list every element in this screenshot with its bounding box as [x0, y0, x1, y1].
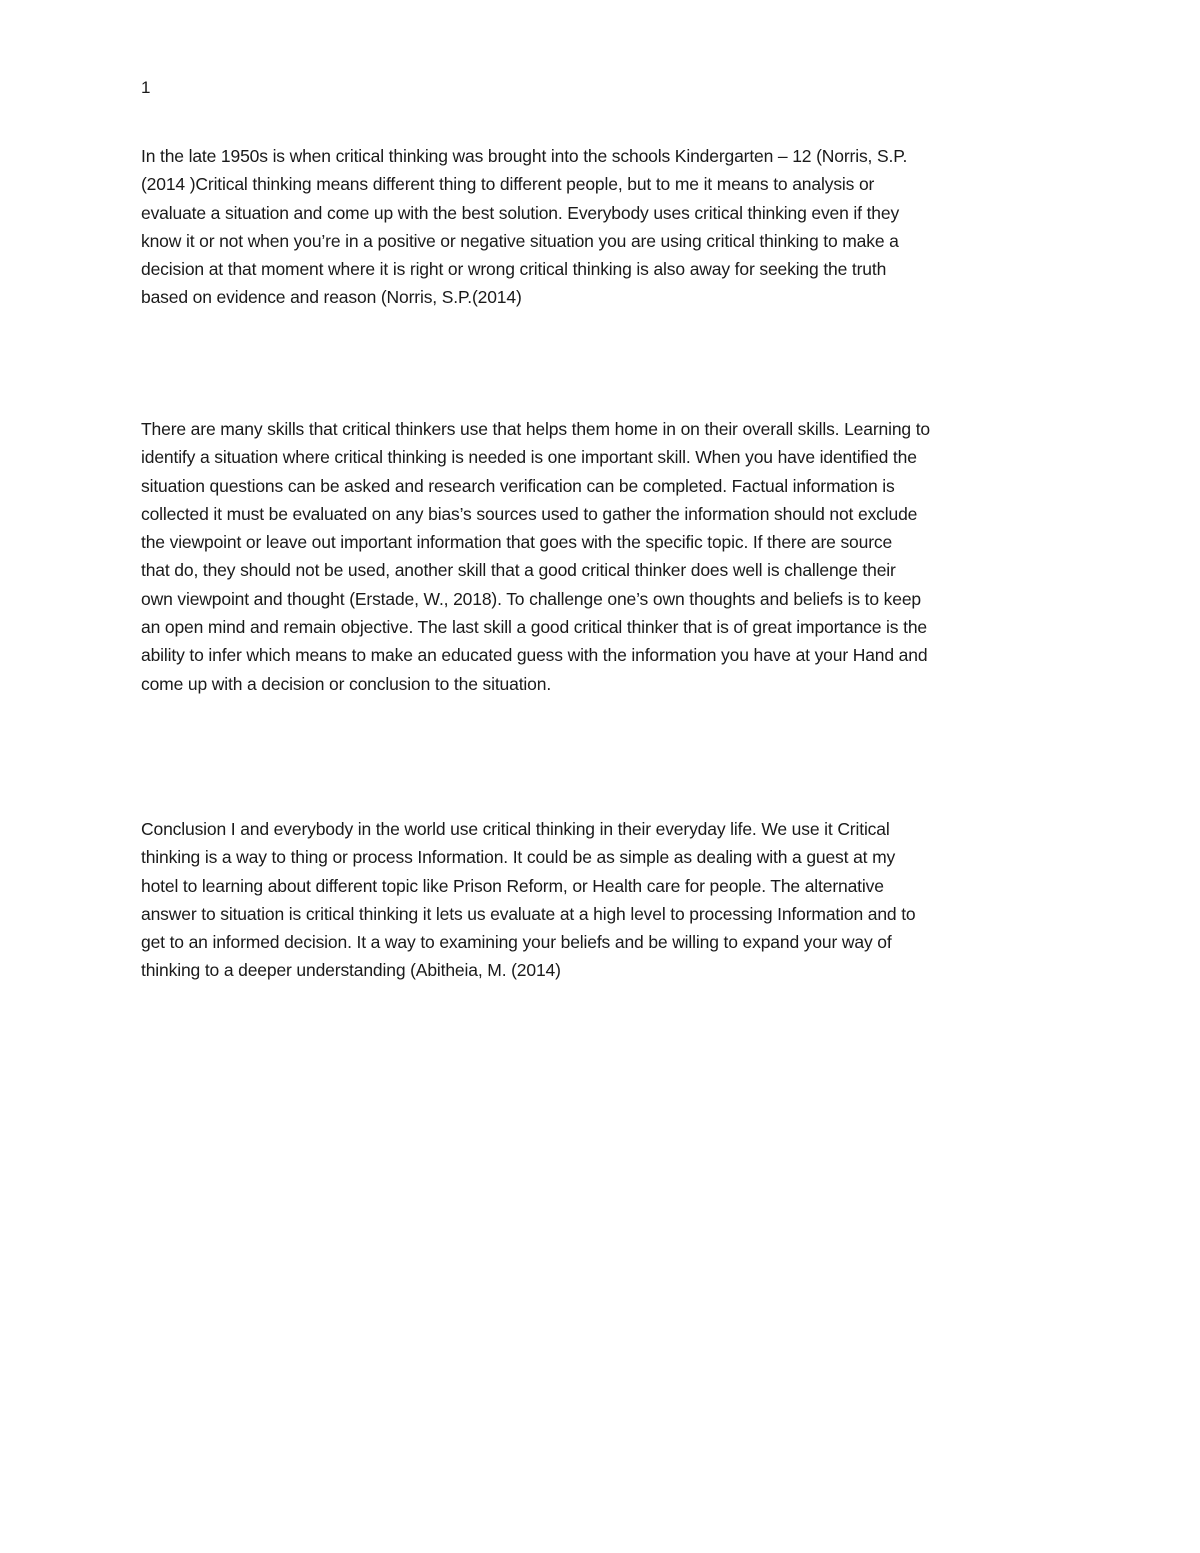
paragraph-line: an open mind and remain objective. The last skill a good critical thinker that is of great importance is the: [141, 617, 927, 638]
paragraph-skills: [141, 415, 1061, 698]
paragraph-line: collected it must be evaluated on any bias’s sources used to gather the information should not exclude: [141, 503, 918, 524]
paragraph-line: get to an informed decision. It a way to examining your beliefs and be willing to expand your way of: [141, 932, 892, 953]
paragraph-introduction: [141, 142, 1061, 312]
paragraph-line: know it or not when you’re in a positive or negative situation you are using critical thinking to make a: [141, 230, 899, 251]
paragraph-line: decision at that moment where it is right or wrong critical thinking is also away for seeking the truth: [141, 259, 887, 280]
paragraph-line: Conclusion I and everybody in the world use critical thinking in their everyday life. We use it Critical: [141, 819, 890, 839]
paragraph-line: (2014 )Critical thinking means different thing to different people, but to me it means to analysis or: [141, 174, 875, 195]
paragraph-conclusion: [141, 815, 1061, 985]
paragraph-line: situation questions can be asked and research verification can be completed. Factual information is: [141, 475, 895, 496]
paragraph-line: come up with a decision or conclusion to the situation.: [141, 673, 552, 694]
page-number: 1: [141, 78, 151, 97]
paragraph-line: that do, they should not be used, another skill that a good critical thinker does well is challenge their: [141, 560, 896, 581]
paragraph-line: the viewpoint or leave out important information that goes with the specific topic. If there are source: [141, 532, 893, 553]
paragraph-line: There are many skills that critical thinkers use that helps them home in on their overall skills. Learning to: [141, 419, 931, 439]
paragraph-line: ability to infer which means to make an educated guess with the information you have at your Hand and: [141, 645, 928, 666]
paragraph-line: hotel to learning about different topic like Prison Reform, or Health care for people. The alternative: [141, 875, 884, 896]
paragraph-line: identify a situation where critical thinking is needed is one important skill. When you have identified the: [141, 447, 917, 468]
paragraph-line: thinking to a deeper understanding (Abitheia, M. (2014): [141, 960, 561, 981]
paragraph-line: thinking is a way to thing or process Information. It could be as simple as dealing with a guest at my: [141, 847, 896, 868]
paragraph-line: evaluate a situation and come up with the best solution. Everybody uses critical thinking even if they: [141, 202, 900, 223]
paragraph-line: own viewpoint and thought (Erstade, W., 2018). To challenge one’s own thoughts and beliefs is to keep: [141, 588, 921, 609]
paragraph-line: In the late 1950s is when critical thinking was brought into the schools Kindergarten – 12 (Norris, S.P.: [141, 146, 908, 166]
paragraph-line: answer to situation is critical thinking it lets us evaluate at a high level to processing Information and to: [141, 903, 916, 924]
paragraph-line: based on evidence and reason (Norris, S.P.(2014): [141, 287, 522, 308]
